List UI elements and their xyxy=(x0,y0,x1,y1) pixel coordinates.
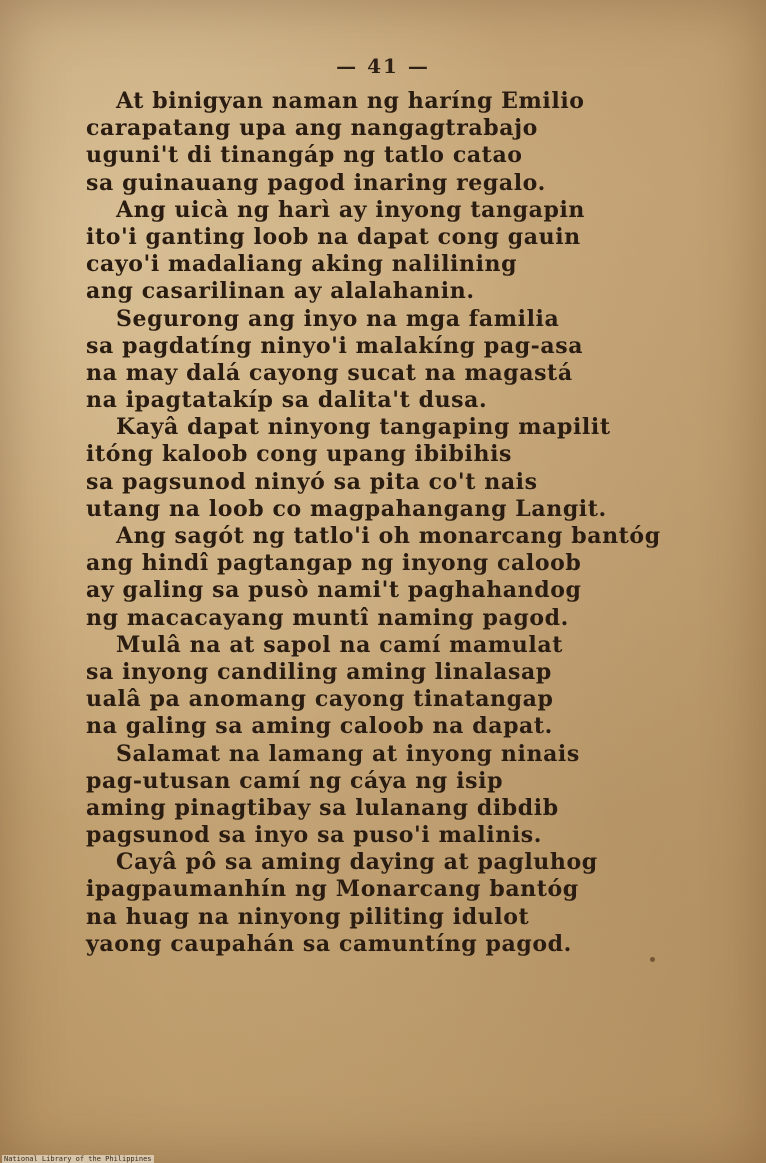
ink-speck xyxy=(650,957,655,962)
stanza xyxy=(86,88,706,197)
poem-line: aming pinagtibay sa lulanang dibdib xyxy=(86,794,559,821)
poem-line: sa pagdatíng ninyo'i malakíng pag-asa xyxy=(86,332,584,359)
poem-line: ipagpaumanhín ng Monarcang bantóg xyxy=(86,876,579,903)
poem-line: pag-utusan camí ng cáya ng isip xyxy=(86,767,504,794)
poem-line: At binigyan naman ng haríng Emilio xyxy=(116,88,585,114)
poem-line: na ipagtatakíp sa dalita't dusa. xyxy=(86,387,488,414)
poem-line: Ang sagót ng tatlo'i oh monarcang bantóg xyxy=(116,523,661,549)
stanza xyxy=(86,849,706,958)
stanza xyxy=(86,414,706,523)
page-number: — 41 — xyxy=(336,54,430,78)
stanza xyxy=(86,632,706,741)
poem-line: cayo'i madaliang aking nalilining xyxy=(86,251,518,278)
poem-line: na huag na ninyong piliting idulot xyxy=(86,903,530,930)
poem-line: ito'i ganting loob na dapat cong gauin xyxy=(86,223,581,250)
poem-line: sa inyong candiling aming linalasap xyxy=(86,658,552,685)
library-credit: National Library of the Philippines xyxy=(4,1155,152,1163)
stanza xyxy=(86,741,706,850)
poem-line: ualâ pa anomang cayong tinatangap xyxy=(86,686,554,713)
poem-line: na may dalá cayong sucat na magastá xyxy=(86,359,573,386)
stanza xyxy=(86,306,706,415)
poem-line: Mulâ na at sapol na camí mamulat xyxy=(116,631,563,658)
poem-line: Cayâ pô sa aming daying at pagluhog xyxy=(116,849,598,876)
stanza xyxy=(86,197,706,306)
poem-line: Kayâ dapat ninyong tangaping mapilit xyxy=(116,414,611,441)
poem-line: Segurong ang inyo na mga familia xyxy=(116,305,560,332)
poem-line: yaong caupahán sa camuntíng pagod. xyxy=(86,930,572,957)
poem-line: pagsunod sa inyo sa puso'i malinis. xyxy=(86,822,543,849)
poem-line: uguni't di tinangáp ng tatlo catao xyxy=(86,142,523,169)
poem-line: utang na loob co magpahangang Langit. xyxy=(86,495,607,522)
poem-line: ang hindî pagtangap ng inyong caloob xyxy=(86,550,582,577)
poem-line: ay galing sa pusò nami't paghahandog xyxy=(86,577,582,604)
poem-line: ang casarilinan ay alalahanin. xyxy=(86,278,475,305)
stanza xyxy=(86,523,706,632)
poem-line: carapatang upa ang nangagtrabajo xyxy=(86,115,538,142)
poem-line: ng macacayang muntî naming pagod. xyxy=(86,604,569,631)
poem-line: sa pagsunod ninyó sa pita co't nais xyxy=(86,468,538,495)
poem-line: sa guinauang pagod inaring regalo. xyxy=(86,169,546,196)
poem-line: Ang uicà ng harì ay inyong tangapin xyxy=(116,196,585,223)
poem-line: itóng kaloob cong upang ibibihis xyxy=(86,441,513,468)
poem-line: na galing sa aming caloob na dapat. xyxy=(86,713,553,740)
poem-body xyxy=(86,88,706,958)
poem-line: Salamat na lamang at inyong ninais xyxy=(116,740,580,767)
